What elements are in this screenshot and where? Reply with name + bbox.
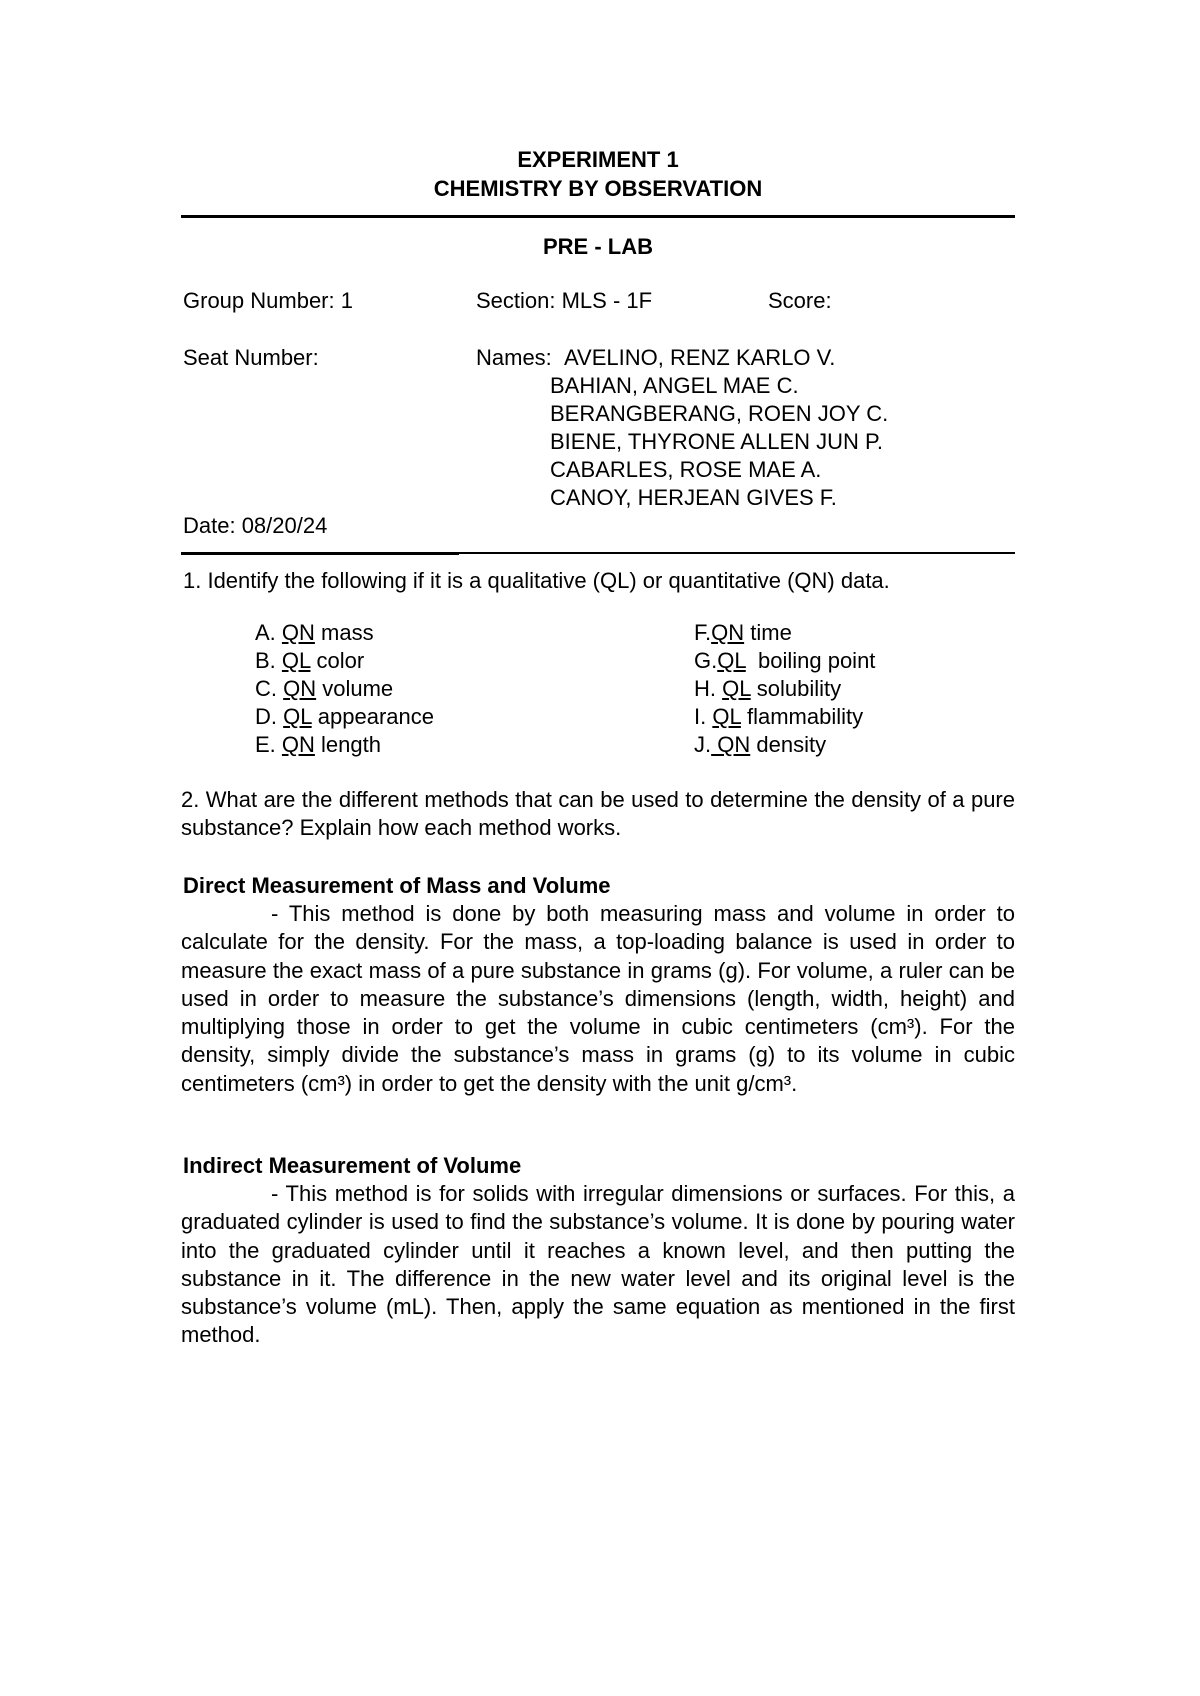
answer-a: QN [281, 620, 315, 645]
item-f: F.QN time [694, 620, 792, 645]
answer-i: QL [712, 704, 741, 729]
method-2-title: Indirect Measurement of Volume [183, 1153, 522, 1178]
subtitle: PRE - LAB [543, 234, 653, 259]
method-2-body: - This method is for solids with irregular dimensions or surfaces. For this, a graduated cylinder is used to find the substance’s volume. It is done by pouring water into the graduated cylinder until it reaches a known level, and then putting the substance in it. The difference in the new water level and its original level is the substance’s volume (mL). Then, apply the same equation as mentioned in the first method. [181, 1181, 1015, 1348]
info-divider-left [181, 552, 459, 555]
answer-b: QL [281, 648, 311, 673]
method-1-body: - This method is done by both measuring mass and volume in order to calculate for the density. For the mass, a top-loading balance is used in order to measure the exact mass of a pure substance in grams (g). For volume, a ruler can be used in order to measure the substance’s dimensions (length, width, height) and multiplying those in order to get the volume in cubic centimeters (cm³). For the density, simply divide the substance’s mass in grams (g) to its volume in cubic centimeters (cm³) in order to get the density with the unit g/cm³. [181, 901, 1015, 1096]
item-d: D. QL appearance [255, 704, 434, 729]
name-6: CANOY, HERJEAN GIVES F. [550, 485, 837, 510]
question-2: 2. What are the different methods that can be used to determine the density of a pure substance? Explain how each method works. [181, 787, 1015, 841]
answer-h: QL [722, 676, 751, 701]
title-line-1: EXPERIMENT 1 [517, 147, 679, 172]
name-5: CABARLES, ROSE MAE A. [550, 457, 822, 482]
name-3: BERANGBERANG, ROEN JOY C. [550, 401, 889, 426]
group-number: Group Number: 1 [183, 288, 353, 313]
method-1-title: Direct Measurement of Mass and Volume [183, 873, 611, 898]
item-a: A. QN mass [255, 620, 374, 645]
section: Section: MLS - 1F [476, 288, 653, 313]
date: Date: 08/20/24 [183, 513, 328, 538]
seat-number: Seat Number: [183, 345, 319, 370]
item-j: J. QN density [694, 732, 827, 757]
answer-f: QN [711, 620, 745, 645]
name-4: BIENE, THYRONE ALLEN JUN P. [550, 429, 883, 454]
item-c: C. QN volume [255, 676, 394, 701]
title-line-2: CHEMISTRY BY OBSERVATION [433, 176, 763, 201]
info-divider-right [459, 552, 1015, 554]
answer-g: QL [717, 648, 746, 673]
names-label: Names: [476, 345, 552, 370]
item-h: H. QL solubility [694, 676, 842, 701]
item-g: G.QL boiling point [694, 648, 876, 673]
answer-e: QN [281, 732, 315, 757]
header-divider [181, 215, 1015, 218]
answer-c: QN [283, 676, 317, 701]
answer-j: QN [711, 732, 751, 757]
item-i: I. QL flammability [694, 704, 864, 729]
name-1: AVELINO, RENZ KARLO V. [564, 345, 836, 370]
answer-d: QL [283, 704, 312, 729]
item-e: E. QN length [255, 732, 381, 757]
score: Score: [768, 288, 832, 313]
question-1: 1. Identify the following if it is a qualitative (QL) or quantitative (QN) data. [183, 568, 890, 593]
name-2: BAHIAN, ANGEL MAE C. [550, 373, 799, 398]
item-b: B. QL color [255, 648, 365, 673]
